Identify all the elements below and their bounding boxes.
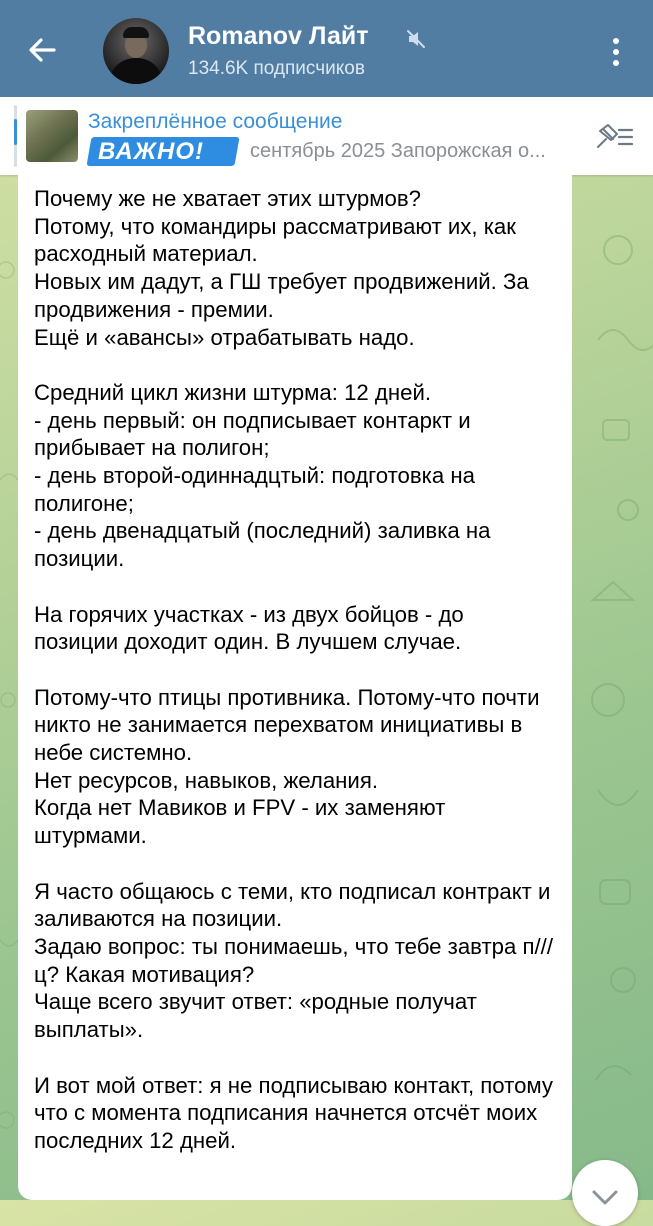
back-button[interactable] — [22, 30, 62, 70]
pinned-list-icon — [594, 121, 634, 153]
muted-icon — [405, 28, 427, 50]
pinned-title: Закреплённое сообщение — [88, 110, 343, 133]
background-pattern-left — [0, 180, 18, 1200]
pinned-badge: ВАЖНО! — [98, 138, 204, 165]
pinned-thumbnail — [26, 110, 78, 162]
channel-avatar[interactable] — [103, 18, 169, 84]
channel-title[interactable]: Romanov Лайт — [188, 22, 369, 50]
message-text: Почему же не хватает этих штурмов? Потому, что командиры рассматривают их, как расходный материал. Новых им дадут, а ГШ требует продвижений. За продвижения - премии. Ещё и «авансы» отрабатывать надо. Средний цикл жизни штурма: 12 дней. - день первый: он подписывает контаркт и прибывает на полигон; - день второй-одиннадцтый: подготовка на полигоне; - день двенадцатый (последний) заливка на позиции. На горячих участках - из двух бойцов - до позиции доходит один. В лучшем случае. Потому-что птицы противника. Потому-что почти никто не занимается перехватом инициативы в небе системно. Нет ресурсов, навыков, желания. Когда нет Мавиков и FPV - их заменяют штурмами. Я часто общаюсь с теми, кто подписал контракт и заливаются на позиции. Задаю вопрос: ты понимаешь, что тебе завтра п///ц? Какая мотивация? Чаще всего звучит ответ: «родные получат выплаты». И вот мой ответ: я не подписываю контакт, потому что с момента подписания начнется отсчёт моих последних 12 дней. — [34, 186, 554, 1153]
background-pattern — [578, 180, 653, 1160]
scroll-down-button[interactable] — [572, 1160, 638, 1226]
chevron-down-icon — [572, 1174, 638, 1214]
subscriber-count: 134.6K подписчиков — [188, 58, 365, 79]
pinned-preview: сентябрь 2025 Запорожская о... — [250, 140, 546, 162]
more-vertical-icon — [600, 34, 632, 70]
arrow-left-icon — [22, 30, 62, 70]
pinned-indicator-active — [14, 119, 17, 145]
chat-header — [0, 0, 653, 97]
more-menu-button[interactable] — [600, 34, 632, 70]
pinned-list-button[interactable] — [594, 121, 634, 158]
